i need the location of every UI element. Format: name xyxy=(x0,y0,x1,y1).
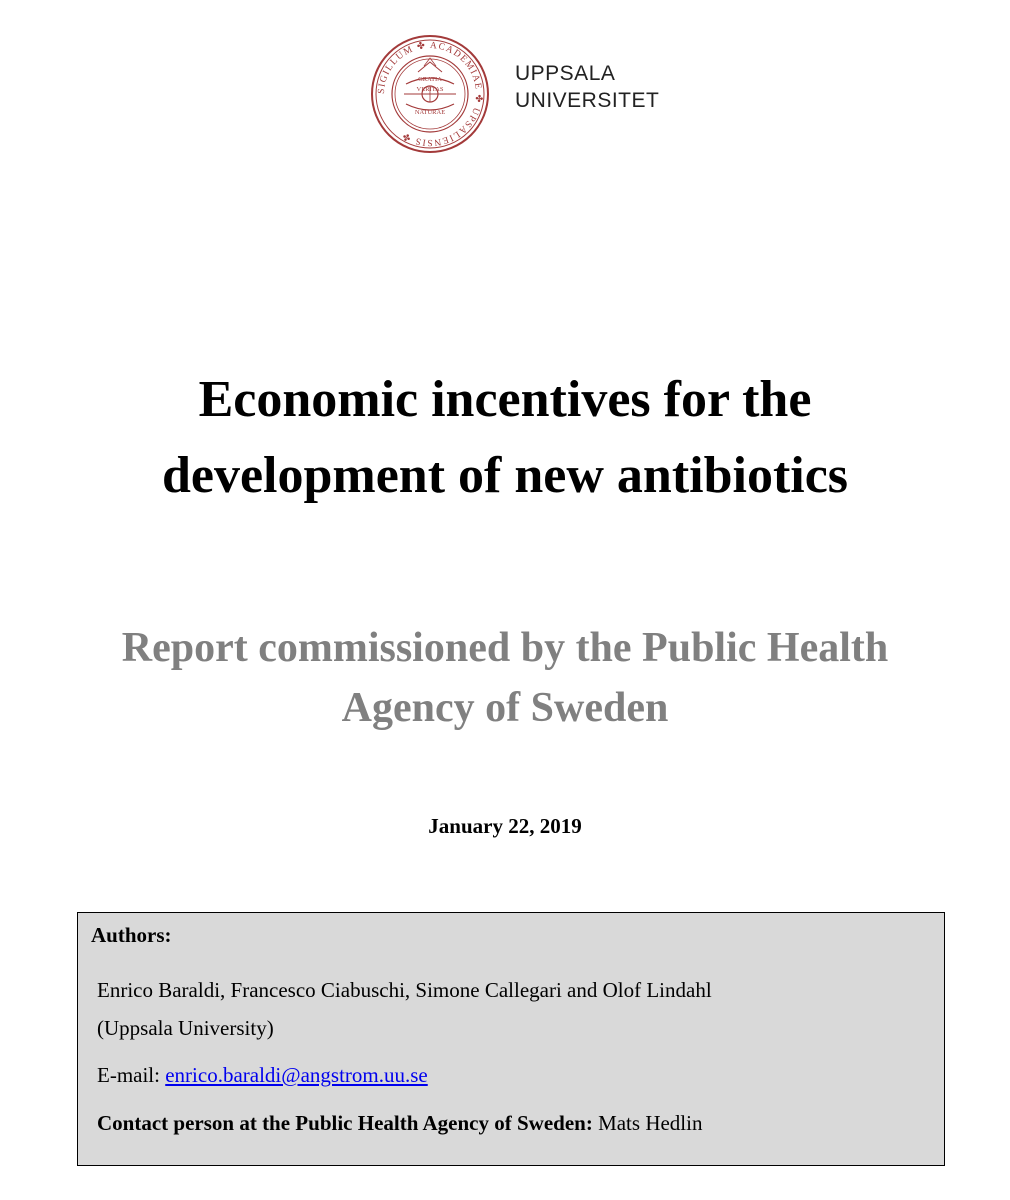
report-subtitle-line1: Report commissioned by the Public Health xyxy=(121,625,889,671)
authors-heading: Authors: xyxy=(91,923,172,947)
report-subtitle-line2: Agency of Sweden xyxy=(341,685,669,731)
university-wordmark xyxy=(515,60,659,114)
svg-text:SIGILLUM ✤ ACADEMIAE ✤ UPSALIE: SIGILLUM ✤ ACADEMIAE ✤ UPSALIENSIS ✤ xyxy=(376,40,484,148)
authors-names-line1: Enrico Baraldi, Francesco Ciabuschi, Simone Callegari and Olof Lindahl xyxy=(97,978,712,1002)
svg-text:VERITAS: VERITAS xyxy=(416,86,444,93)
university-name-line2: UNIVERSITET xyxy=(515,89,660,112)
svg-text:NATURAE: NATURAE xyxy=(414,109,446,116)
report-date: January 22, 2019 xyxy=(428,814,582,838)
report-subtitle xyxy=(0,618,1010,738)
contact-label: Contact person at the Public Health Agency of Sweden: xyxy=(97,1111,593,1135)
report-title xyxy=(0,362,1010,514)
university-name-line1: UPPSALA xyxy=(515,62,616,85)
authors-affiliation: (Uppsala University) xyxy=(97,1016,274,1040)
email-line xyxy=(97,1063,428,1088)
uppsala-seal-logo xyxy=(368,32,508,157)
contact-name: Mats Hedlin xyxy=(592,1111,703,1135)
email-label: E-mail: xyxy=(97,1063,166,1087)
contact-person-line xyxy=(97,1111,702,1136)
authors-info-box xyxy=(77,912,945,1166)
report-title-line2: development of new antibiotics xyxy=(161,447,849,504)
report-title-line1: Economic incentives for the xyxy=(198,371,812,428)
svg-text:GRATIA: GRATIA xyxy=(418,76,442,83)
email-link[interactable]: enrico.baraldi@angstrom.uu.se xyxy=(165,1063,428,1087)
authors-names xyxy=(97,971,712,1047)
